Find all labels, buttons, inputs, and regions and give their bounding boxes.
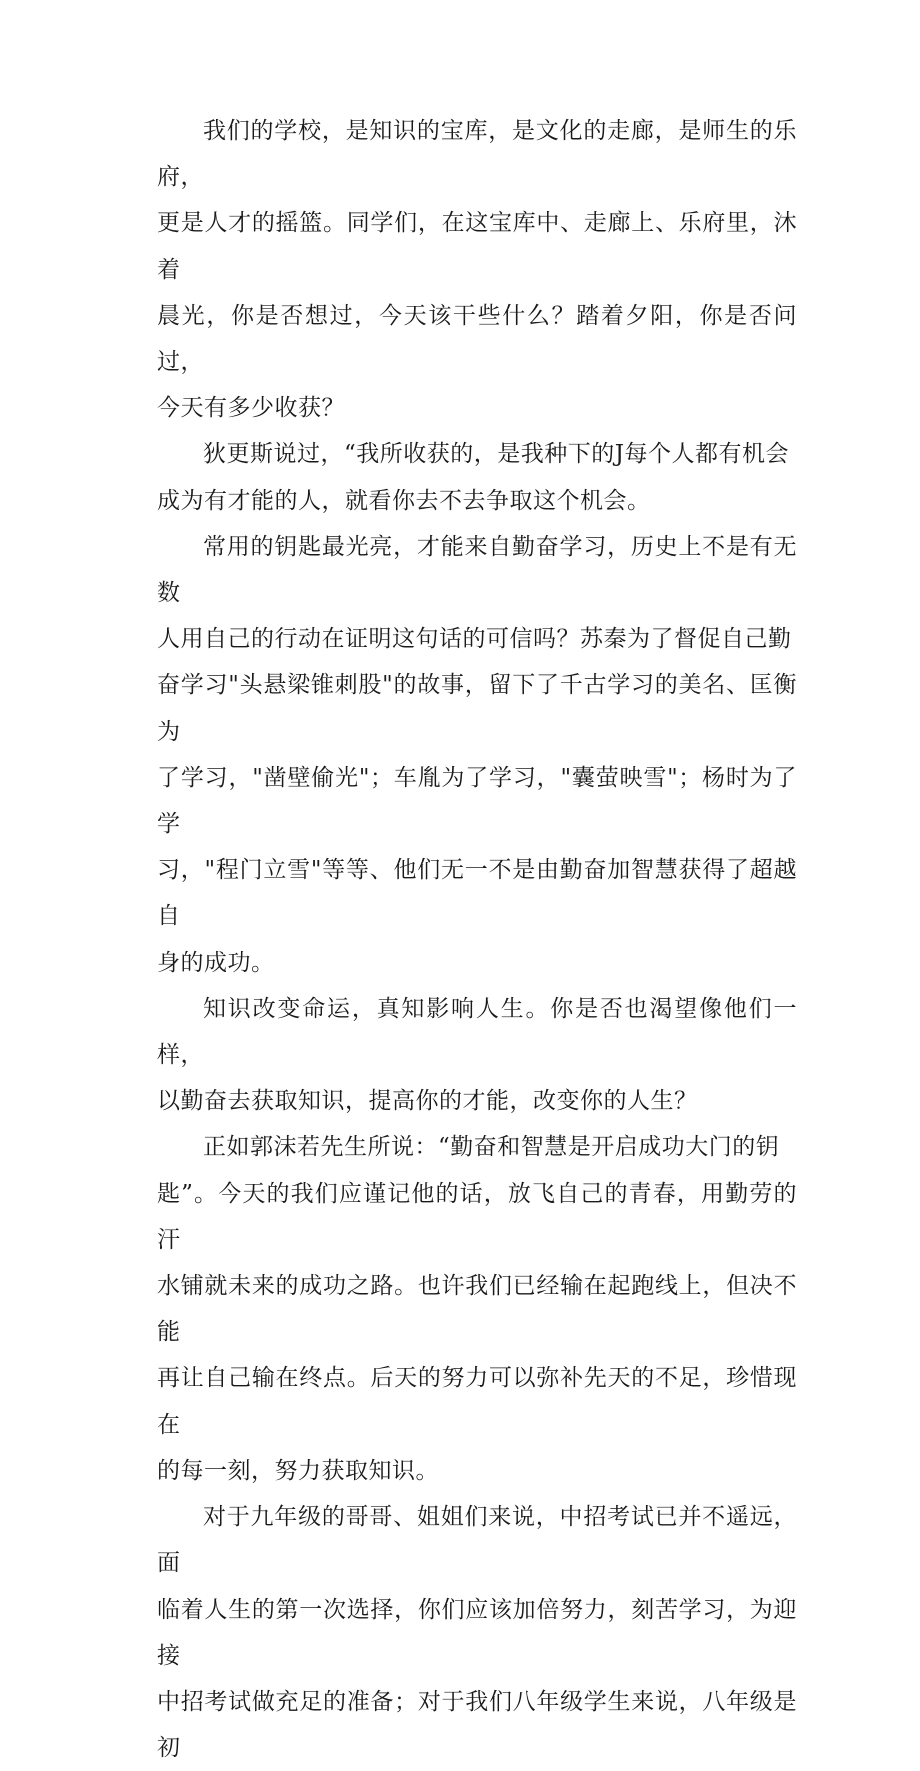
document-body — [157, 108, 797, 1771]
paragraph-6: 对于九年级的哥哥、姐姐们来说，中招考试已并不遥远，面 临着人生的第一次选择，你们应该加倍努力，刻苦学习，为迎接 中招考试做充足的准备；对于我们八年级学生来说，八年级是初 — [157, 1504, 797, 1762]
paragraph-4: 知识改变命运，真知影响人生。你是否也渴望像他们一样， 以勤奋去获取知识，提高你的才能，改变你的人生？ — [157, 995, 797, 1115]
paragraph-2: 狄更斯说过，“我所收获的，是我种下的J每个人都有机会 成为有才能的人，就看你去不去争取这个机会。 — [157, 441, 789, 514]
paragraph-5: 正如郭沫若先生所说：“勤奋和智慧是开启成功大门的钥 匙”。今天的我们应谨记他的话，放飞自己的青春，用勤劳的汗 水铺就未来的成功之路。也许我们已经输在起跑线上，但决不能 再让自己输在终点。后天的努力可以弥补先天的不足，珍惜现在 的每一刻，努力获取知识。 — [157, 1134, 797, 1484]
paragraph-1: 我们的学校，是知识的宝库，是文化的走廊，是师生的乐府， 更是人才的摇篮。同学们，在这宝库中、走廊上、乐府里，沐着 晨光，你是否想过，今天该干些什么？踏着夕阳，你是否问过， 今天有多少收获？ — [157, 118, 797, 422]
paragraph-3: 常用的钥匙最光亮，才能来自勤奋学习，历史上不是有无数 人用自己的行动在证明这句话的可信吗？苏秦为了督促自己勤 奋学习"头悬梁锥刺股"的故事，留下了千古学习的美名、匡衡为 了学习，"凿壁偷光"；车胤为了学习，"囊萤映雪"；杨时为了学 习，"程门立雪"等等、他们无一不是由勤奋加智慧获得了超越自 身的成功。 — [157, 533, 797, 976]
